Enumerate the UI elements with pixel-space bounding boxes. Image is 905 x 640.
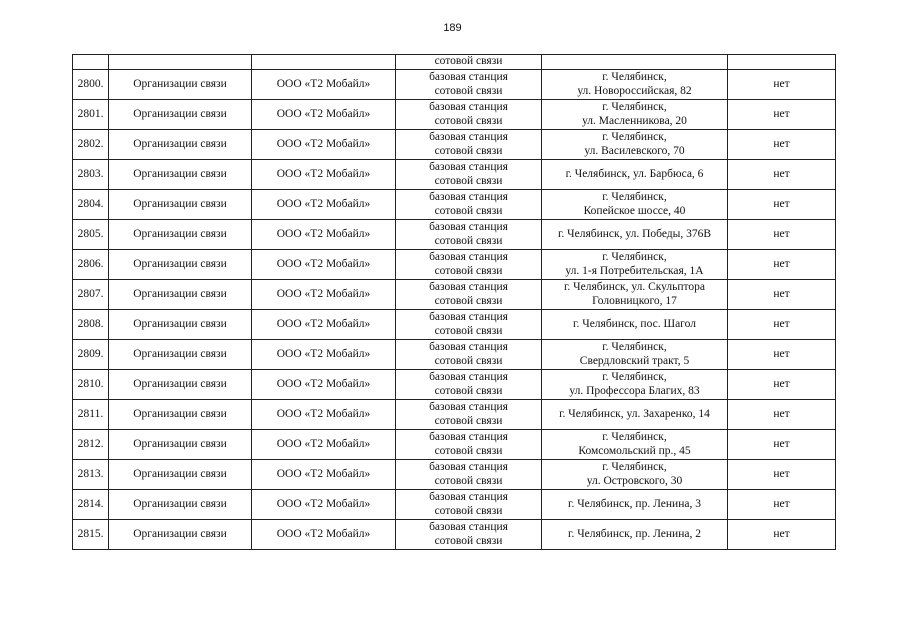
cell-category: Организации связи [109,400,252,430]
address-line-1: г. Челябинск, [602,431,667,443]
cell-status: нет [728,340,836,370]
cell-object [396,70,542,100]
address-line-2: Свердловский тракт, 5 [579,354,690,367]
cell-owner: ООО «Т2 Мобайл» [252,370,396,400]
cell-object [396,160,542,190]
cell-status: нет [728,250,836,280]
cell-owner: ООО «Т2 Мобайл» [252,100,396,130]
cell-num: 2810. [73,370,109,400]
cell-object [396,310,542,340]
cell-num: 2802. [73,130,109,160]
object-line-1: базовая станция [429,461,508,473]
object-line-2: сотовой связи [434,294,503,307]
cell-owner: ООО «Т2 Мобайл» [252,190,396,220]
registry-table [72,54,836,550]
object-line-1: базовая станция [429,221,508,233]
page-number: 189 [443,22,462,34]
object-line-2: сотовой связи [434,504,503,517]
cell-category: Организации связи [109,130,252,160]
object-line-1: базовая станция [429,71,508,83]
cell-status: нет [728,310,836,340]
cell-num: 2804. [73,190,109,220]
address-line-1: г. Челябинск, пр. Ленина, 3 [568,497,701,510]
cell-category: Организации связи [109,280,252,310]
address-line-1: г. Челябинск, [602,131,667,143]
cell-address [542,430,728,460]
address-line-1: г. Челябинск, [602,341,667,353]
table-row [73,370,836,400]
object-line-1: базовая станция [429,401,508,413]
cell-category: Организации связи [109,70,252,100]
object-line-1: базовая станция [429,521,508,533]
address-line-2: ул. Масленникова, 20 [582,114,687,127]
object-line-2: сотовой связи [434,444,503,457]
cell-object [396,520,542,550]
cell-status: нет [728,70,836,100]
object-line-1: базовая станция [429,491,508,503]
cell-address [542,340,728,370]
table-row [73,70,836,100]
cell-owner: ООО «Т2 Мобайл» [252,460,396,490]
table-row [73,130,836,160]
cell-address [542,55,728,70]
address-line-1: г. Челябинск, ул. Победы, 376В [557,227,712,240]
object-line-1: базовая станция [429,311,508,323]
cell-num: 2801. [73,100,109,130]
address-line-2: Головницкого, 17 [592,294,677,307]
cell-object [396,430,542,460]
object-line-2: сотовой связи [434,384,503,397]
address-line-1: г. Челябинск, ул. Скульптора [563,281,706,293]
cell-address [542,460,728,490]
cell-address [542,520,728,550]
cell-num: 2809. [73,340,109,370]
cell-category: Организации связи [109,520,252,550]
cell-category [109,55,252,70]
cell-owner: ООО «Т2 Мобайл» [252,280,396,310]
object-line-2: сотовой связи [434,55,503,68]
cell-address [542,280,728,310]
cell-category: Организации связи [109,430,252,460]
cell-num: 2800. [73,70,109,100]
address-line-1: г. Челябинск, [602,461,667,473]
address-line-2: Копейское шоссе, 40 [583,204,686,217]
object-line-2: сотовой связи [434,234,503,247]
cell-status: нет [728,100,836,130]
cell-num: 2814. [73,490,109,520]
table-row [73,400,836,430]
object-line-1: базовая станция [429,101,508,113]
address-line-1: г. Челябинск, [602,191,667,203]
cell-address [542,160,728,190]
object-line-2: сотовой связи [434,114,503,127]
address-line-2: ул. Профессора Благих, 83 [569,384,700,397]
cell-num: 2815. [73,520,109,550]
table-row [73,190,836,220]
object-line-1: базовая станция [429,341,508,353]
address-line-1: г. Челябинск, ул. Захаренко, 14 [559,407,710,420]
cell-num: 2805. [73,220,109,250]
object-line-2: сотовой связи [434,414,503,427]
cell-object [396,130,542,160]
object-line-1: базовая станция [429,251,508,263]
table-row [73,460,836,490]
cell-num: 2813. [73,460,109,490]
cell-category: Организации связи [109,250,252,280]
table-row [73,520,836,550]
object-line-1: базовая станция [429,131,508,143]
cell-object [396,220,542,250]
cell-category: Организации связи [109,220,252,250]
cell-owner: ООО «Т2 Мобайл» [252,130,396,160]
object-line-1: базовая станция [429,161,508,173]
cell-owner: ООО «Т2 Мобайл» [252,250,396,280]
address-line-1: г. Челябинск, пр. Ленина, 2 [568,527,701,540]
table-row [73,250,836,280]
cell-object [396,100,542,130]
cell-status: нет [728,220,836,250]
cell-category: Организации связи [109,100,252,130]
cell-category: Организации связи [109,490,252,520]
table-row [73,340,836,370]
cell-address [542,70,728,100]
address-line-1: г. Челябинск, пос. Шагол [573,317,696,330]
cell-category: Организации связи [109,310,252,340]
object-line-2: сотовой связи [434,174,503,187]
cell-num [73,55,109,70]
cell-object [396,280,542,310]
address-line-1: г. Челябинск, [602,71,667,83]
cell-status [728,55,836,70]
cell-owner: ООО «Т2 Мобайл» [252,430,396,460]
object-line-2: сотовой связи [434,204,503,217]
cell-category: Организации связи [109,160,252,190]
cell-owner [252,55,396,70]
cell-status: нет [728,130,836,160]
table-row [73,100,836,130]
cell-owner: ООО «Т2 Мобайл» [252,70,396,100]
cell-address [542,370,728,400]
cell-num: 2806. [73,250,109,280]
cell-status: нет [728,460,836,490]
cell-category: Организации связи [109,190,252,220]
address-line-1: г. Челябинск, [602,251,667,263]
cell-category: Организации связи [109,460,252,490]
object-line-2: сотовой связи [434,474,503,487]
object-line-2: сотовой связи [434,324,503,337]
object-line-2: сотовой связи [434,354,503,367]
cell-status: нет [728,520,836,550]
cell-category: Организации связи [109,340,252,370]
cell-object [396,340,542,370]
cell-address [542,400,728,430]
cell-status: нет [728,370,836,400]
object-line-1: базовая станция [429,431,508,443]
cell-num: 2812. [73,430,109,460]
object-line-1: базовая станция [429,281,508,293]
cell-object [396,400,542,430]
table-row [73,220,836,250]
cell-address [542,490,728,520]
cell-object [396,250,542,280]
address-line-1: г. Челябинск, [602,371,667,383]
object-line-1: базовая станция [429,371,508,383]
cell-address [542,130,728,160]
cell-num: 2811. [73,400,109,430]
cell-status: нет [728,490,836,520]
cell-object [396,460,542,490]
cell-owner: ООО «Т2 Мобайл» [252,400,396,430]
cell-address [542,250,728,280]
cell-category: Организации связи [109,370,252,400]
address-line-2: ул. Новороссийская, 82 [577,84,692,97]
table-row [73,280,836,310]
cell-status: нет [728,400,836,430]
table-row [73,430,836,460]
object-line-1: базовая станция [429,191,508,203]
continuation-row [73,55,836,70]
cell-status: нет [728,190,836,220]
cell-num: 2808. [73,310,109,340]
cell-owner: ООО «Т2 Мобайл» [252,520,396,550]
cell-num: 2803. [73,160,109,190]
table-row [73,490,836,520]
cell-address [542,220,728,250]
cell-num: 2807. [73,280,109,310]
object-line-2: сотовой связи [434,84,503,97]
cell-owner: ООО «Т2 Мобайл» [252,160,396,190]
address-line-1: г. Челябинск, [602,101,667,113]
address-line-2: Комсомольский пр., 45 [578,444,691,457]
object-line-2: сотовой связи [434,144,503,157]
table-row [73,310,836,340]
registry-body [73,55,836,550]
cell-owner: ООО «Т2 Мобайл» [252,490,396,520]
cell-address [542,310,728,340]
object-line-2: сотовой связи [434,264,503,277]
cell-object [396,55,542,70]
address-line-1: г. Челябинск, ул. Барбюса, 6 [565,167,704,180]
cell-address [542,190,728,220]
cell-status: нет [728,280,836,310]
object-line-2: сотовой связи [434,534,503,547]
cell-owner: ООО «Т2 Мобайл» [252,220,396,250]
address-line-2: ул. Василевского, 70 [584,144,685,157]
cell-status: нет [728,430,836,460]
table-row [73,160,836,190]
cell-object [396,190,542,220]
address-line-2: ул. 1-я Потребительская, 1А [565,264,704,277]
cell-address [542,100,728,130]
cell-status: нет [728,160,836,190]
cell-object [396,370,542,400]
cell-owner: ООО «Т2 Мобайл» [252,310,396,340]
address-line-2: ул. Островского, 30 [586,474,683,487]
cell-owner: ООО «Т2 Мобайл» [252,340,396,370]
cell-object [396,490,542,520]
